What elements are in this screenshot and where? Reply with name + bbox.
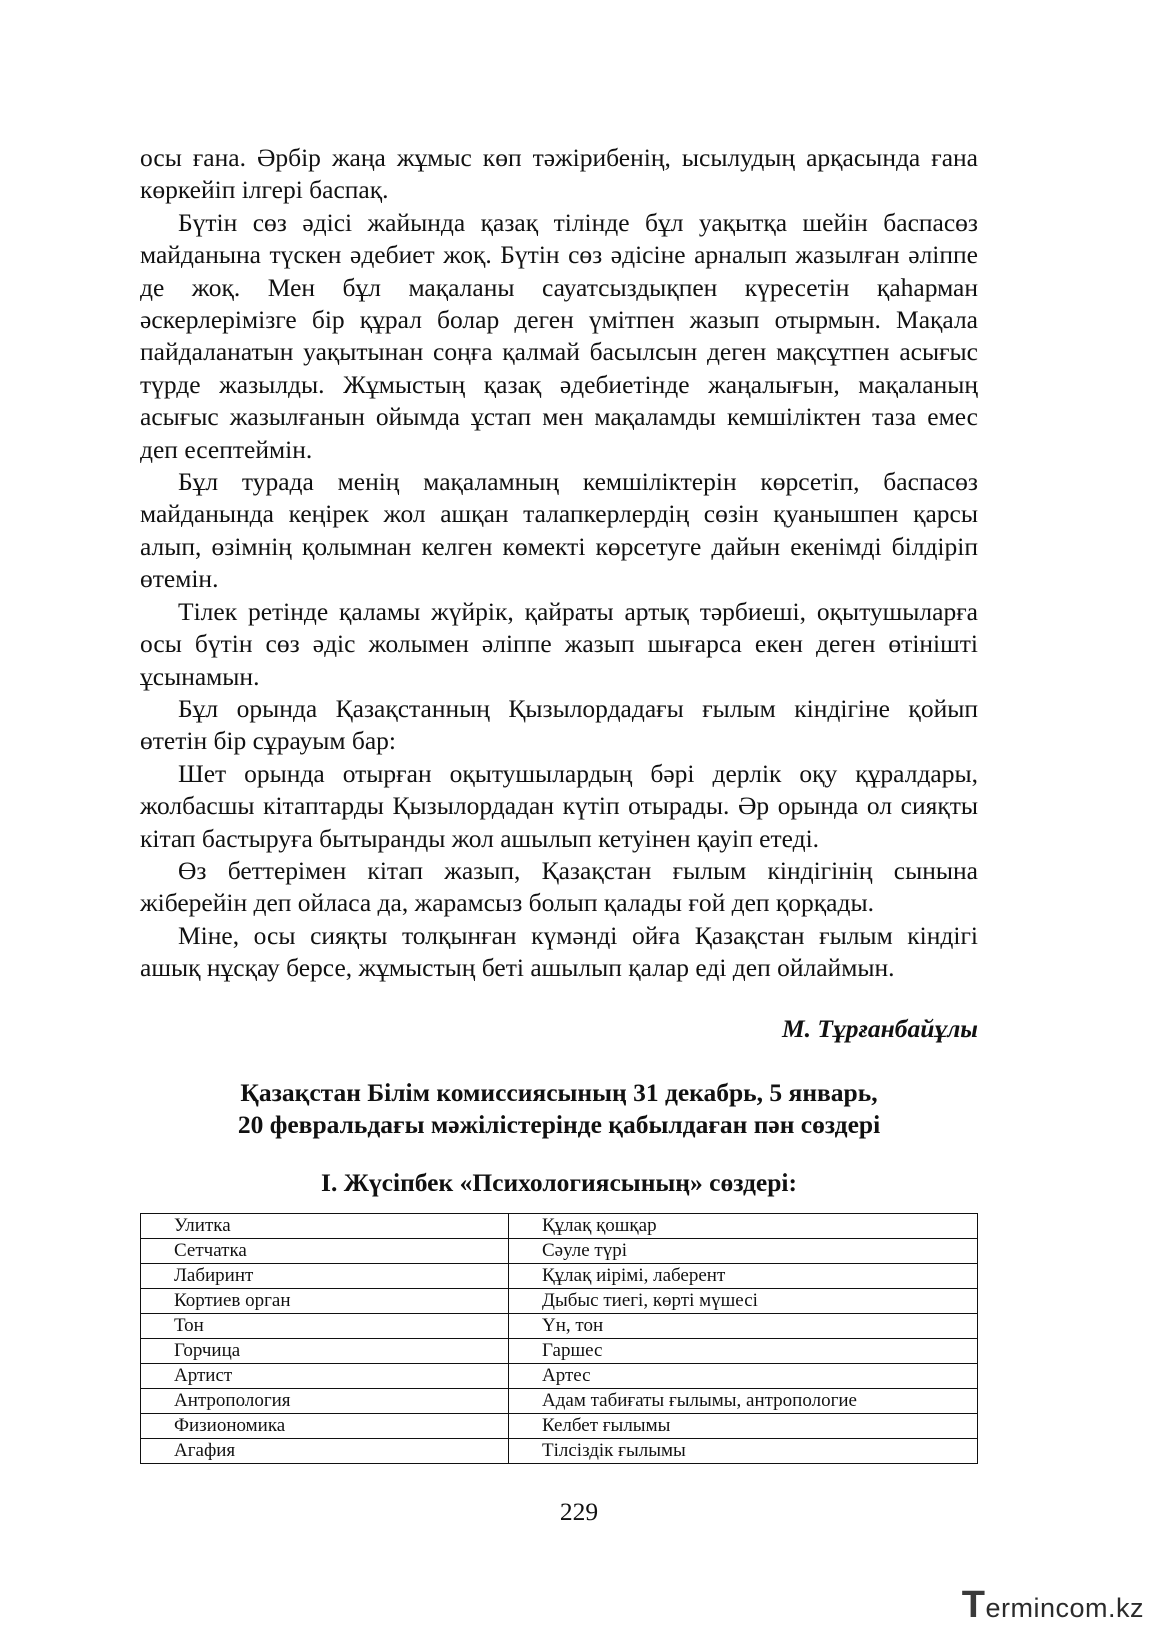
term-russian: Горчица bbox=[141, 1338, 509, 1363]
table-row bbox=[141, 1363, 978, 1388]
table-row bbox=[141, 1313, 978, 1338]
term-kazakh: Сәуле түрі bbox=[509, 1238, 978, 1263]
site-watermark-logo bbox=[962, 1584, 1144, 1627]
term-kazakh: Дыбыс тиегі, көрті мүшесі bbox=[509, 1288, 978, 1313]
subsection-heading: I. Жүсіпбек «Психологиясының» сөздері: bbox=[321, 1167, 797, 1197]
table-row bbox=[141, 1263, 978, 1288]
terms-table bbox=[140, 1213, 978, 1464]
term-russian: Агафия bbox=[141, 1438, 509, 1463]
term-kazakh: Құлақ қошқар bbox=[509, 1213, 978, 1238]
section-heading-line-2: 20 февральдағы мәжілістерінде қабылдаған пән сөздері bbox=[237, 1109, 881, 1139]
term-russian: Кортиев орган bbox=[141, 1288, 509, 1313]
paragraph-5: Бұл орында Қазақстанның Қызылордадағы ғылым кіндігіне қойып өтетін бір сұрауым бар: bbox=[140, 693, 978, 756]
table-row bbox=[141, 1238, 978, 1263]
term-russian: Тон bbox=[141, 1313, 509, 1338]
table-row bbox=[141, 1413, 978, 1438]
term-kazakh: Артес bbox=[509, 1363, 978, 1388]
section-heading bbox=[140, 1077, 978, 1141]
paragraph-1: осы ғана. Әрбір жаңа жұмыс көп тәжірибенің, ысылудың арқасында ғана көркейіп ілгері баспақ. bbox=[140, 143, 978, 205]
term-kazakh: Гаршес bbox=[509, 1338, 978, 1363]
term-russian: Антропология bbox=[141, 1388, 509, 1413]
term-kazakh: Адам табиғаты ғылымы, антропологие bbox=[509, 1388, 978, 1413]
watermark-text: ermincom.kz bbox=[985, 1593, 1144, 1623]
table-row bbox=[141, 1388, 978, 1413]
paragraph-4: Тілек ретінде қаламы жүйрік, қайраты артық тәрбиеші, оқытушыларға осы бүтін сөз әдіс жолымен әліппе жазып шығарса екен деген өтінішті ұсынамын. bbox=[140, 596, 978, 691]
author-signature: М. Тұрғанбайұлы bbox=[781, 1013, 978, 1043]
page-number: 229 bbox=[559, 1497, 599, 1526]
term-kazakh: Құлақ иірімі, лаберент bbox=[509, 1263, 978, 1288]
paragraph-7: Өз беттерімен кітап жазып, Қазақстан ғылым кіндігінің сынына жіберейін деп ойласа да, жарамсыз болып қалады ғой деп қорқады. bbox=[140, 855, 978, 918]
term-kazakh: Үн, тон bbox=[509, 1313, 978, 1338]
page-content bbox=[140, 142, 978, 1464]
term-russian: Артист bbox=[141, 1363, 509, 1388]
paragraph-6: Шет орында отырған оқытушылардың бәрі дерлік оқу құралдары, жолбасшы кітаптарды Қызылордадан күтіп отырады. Әр орында ол сияқты кітап бастыруға бытыранды жол ашылып кетуінен қауіп етеді. bbox=[140, 758, 978, 853]
section-heading-line-1: Қазақстан Білім комиссиясының 31 декабрь, 5 январь, bbox=[240, 1077, 878, 1107]
paragraph-3: Бұл турада менің мақаламның кемшіліктерін көрсетіп, баспасөз майданында кеңірек жол ашқан талапкерлердің сөзін қуанышпен қарсы алып, өзімнің қолымнан келген көмекті көрсетуге дайын екенімді білдіріп өтемін. bbox=[140, 467, 978, 594]
paragraph-2: Бүтін сөз әдісі жайында қазақ тілінде бұл уақытқа шейін баспасөз майданына түскен әдебиет жоқ. Бүтін сөз әдісіне арналып жазылған әліппе де жоқ. Мен бұл мақаланы сауатсыздықпен күресетін қаһарман әскерлерімізге бір құрал болар деген үмітпен жазып отырмын. Мақала пайдаланатын уақытынан соңға қалмай басылсын деген мақсұтпен асығыс түрде жазылды. Жұмыстың қазақ әдебиетінде жаңалығын, мақаланың асығыс жазылғанын ойымда ұстап мен мақаламды кемшіліктен таза емес деп есептеймін. bbox=[140, 207, 978, 464]
term-russian: Улитка bbox=[141, 1213, 509, 1238]
term-kazakh: Келбет ғылымы bbox=[509, 1413, 978, 1438]
paragraph-8: Міне, осы сияқты толқынған күмәнді ойға Қазақстан ғылым кіндігі ашық нұсқау берсе, жұмыстың беті ашылып қалар еді деп ойлаймын. bbox=[140, 920, 978, 983]
term-russian: Лабиринт bbox=[141, 1263, 509, 1288]
table-row bbox=[141, 1438, 978, 1463]
term-russian: Физиономика bbox=[141, 1413, 509, 1438]
term-russian: Сетчатка bbox=[141, 1238, 509, 1263]
table-row bbox=[141, 1213, 978, 1238]
watermark-initial: T bbox=[961, 1584, 986, 1626]
table-row bbox=[141, 1338, 978, 1363]
term-kazakh: Тілсіздік ғылымы bbox=[509, 1438, 978, 1463]
table-row bbox=[141, 1288, 978, 1313]
